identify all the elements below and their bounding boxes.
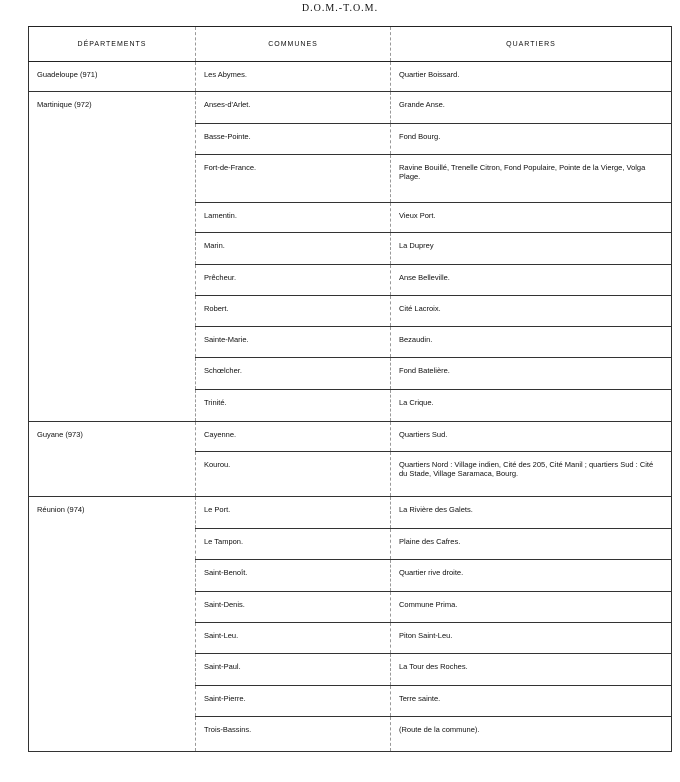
table-row: [29, 358, 672, 390]
page-title: D.O.M.-T.O.M.: [301, 3, 379, 14]
quartier-cell: La Rivière des Galets.: [391, 497, 672, 529]
commune-cell: Anses-d'Arlet.: [196, 92, 391, 124]
table-row: [29, 92, 672, 124]
quartier-cell: Ravine Bouillé, Trenelle Citron, Fond Populaire, Pointe de la Vierge, Volga Plage.: [391, 155, 672, 203]
department-cell: [29, 654, 196, 686]
quartier-cell: La Crique.: [391, 390, 672, 422]
department-cell: [29, 623, 196, 654]
commune-cell: Lamentin.: [196, 203, 391, 233]
table-row: [29, 623, 672, 654]
header-departements: DÉPARTEMENTS: [29, 27, 196, 62]
department-cell: [29, 717, 196, 752]
quartier-cell: Commune Prima.: [391, 592, 672, 623]
dom-tom-table: [28, 26, 672, 752]
department-cell: [29, 265, 196, 296]
department-cell: [29, 124, 196, 155]
quartier-cell: La Tour des Roches.: [391, 654, 672, 686]
table-row: [29, 203, 672, 233]
department-cell: [29, 529, 196, 560]
commune-cell: Fort-de-France.: [196, 155, 391, 203]
department-cell: [29, 592, 196, 623]
quartier-cell: Fond Bourg.: [391, 124, 672, 155]
quartier-cell: Grande Anse.: [391, 92, 672, 124]
department-cell: [29, 560, 196, 592]
commune-cell: Prêcheur.: [196, 265, 391, 296]
commune-cell: Sainte-Marie.: [196, 327, 391, 358]
table-row: [29, 452, 672, 497]
table-row: [29, 654, 672, 686]
department-cell: Guyane (973): [29, 422, 196, 452]
table-row: [29, 717, 672, 752]
table-row: [29, 155, 672, 203]
table-header: [29, 27, 672, 62]
commune-cell: Trinité.: [196, 390, 391, 422]
department-cell: [29, 686, 196, 717]
commune-cell: Cayenne.: [196, 422, 391, 452]
quartier-cell: Plaine des Cafres.: [391, 529, 672, 560]
commune-cell: Marin.: [196, 233, 391, 265]
table-row: [29, 327, 672, 358]
table-row: [29, 390, 672, 422]
commune-cell: Le Tampon.: [196, 529, 391, 560]
quartier-cell: Piton Saint-Leu.: [391, 623, 672, 654]
commune-cell: Saint-Leu.: [196, 623, 391, 654]
quartier-cell: Quartiers Sud.: [391, 422, 672, 452]
department-cell: [29, 390, 196, 422]
header-communes: COMMUNES: [196, 27, 391, 62]
department-cell: Réunion (974): [29, 497, 196, 529]
table-row: [29, 560, 672, 592]
commune-cell: Trois-Bassins.: [196, 717, 391, 752]
department-cell: [29, 358, 196, 390]
table-row: [29, 296, 672, 327]
quartier-cell: Quartier Boissard.: [391, 62, 672, 92]
department-cell: Martinique (972): [29, 92, 196, 124]
department-cell: [29, 452, 196, 497]
header-quartiers: QUARTIERS: [391, 27, 672, 62]
quartier-cell: Terre sainte.: [391, 686, 672, 717]
table-row: [29, 592, 672, 623]
table-row: [29, 529, 672, 560]
table-row: [29, 422, 672, 452]
commune-cell: Saint-Denis.: [196, 592, 391, 623]
quartier-cell: Quartier rive droite.: [391, 560, 672, 592]
quartier-cell: Anse Belleville.: [391, 265, 672, 296]
commune-cell: Schœlcher.: [196, 358, 391, 390]
commune-cell: Saint-Benoît.: [196, 560, 391, 592]
department-cell: Guadeloupe (971): [29, 62, 196, 92]
department-cell: [29, 327, 196, 358]
department-cell: [29, 233, 196, 265]
quartier-cell: Vieux Port.: [391, 203, 672, 233]
commune-cell: Basse-Pointe.: [196, 124, 391, 155]
commune-cell: Saint-Pierre.: [196, 686, 391, 717]
commune-cell: Les Abymes.: [196, 62, 391, 92]
table-row: [29, 233, 672, 265]
commune-cell: Le Port.: [196, 497, 391, 529]
quartier-cell: Cité Lacroix.: [391, 296, 672, 327]
table-row: [29, 62, 672, 92]
department-cell: [29, 155, 196, 203]
department-cell: [29, 296, 196, 327]
quartier-cell: Fond Batelière.: [391, 358, 672, 390]
quartier-cell: (Route de la commune).: [391, 717, 672, 752]
commune-cell: Robert.: [196, 296, 391, 327]
commune-cell: Kourou.: [196, 452, 391, 497]
table-row: [29, 124, 672, 155]
quartier-cell: Bezaudin.: [391, 327, 672, 358]
department-cell: [29, 203, 196, 233]
commune-cell: Saint-Paul.: [196, 654, 391, 686]
quartier-cell: La Duprey: [391, 233, 672, 265]
table-row: [29, 265, 672, 296]
quartier-cell: Quartiers Nord : Village indien, Cité des 205, Cité Manil ; quartiers Sud : Cité du Stade, Village Saramaca, Bourg.: [391, 452, 672, 497]
table-row: [29, 497, 672, 529]
table-row: [29, 686, 672, 717]
